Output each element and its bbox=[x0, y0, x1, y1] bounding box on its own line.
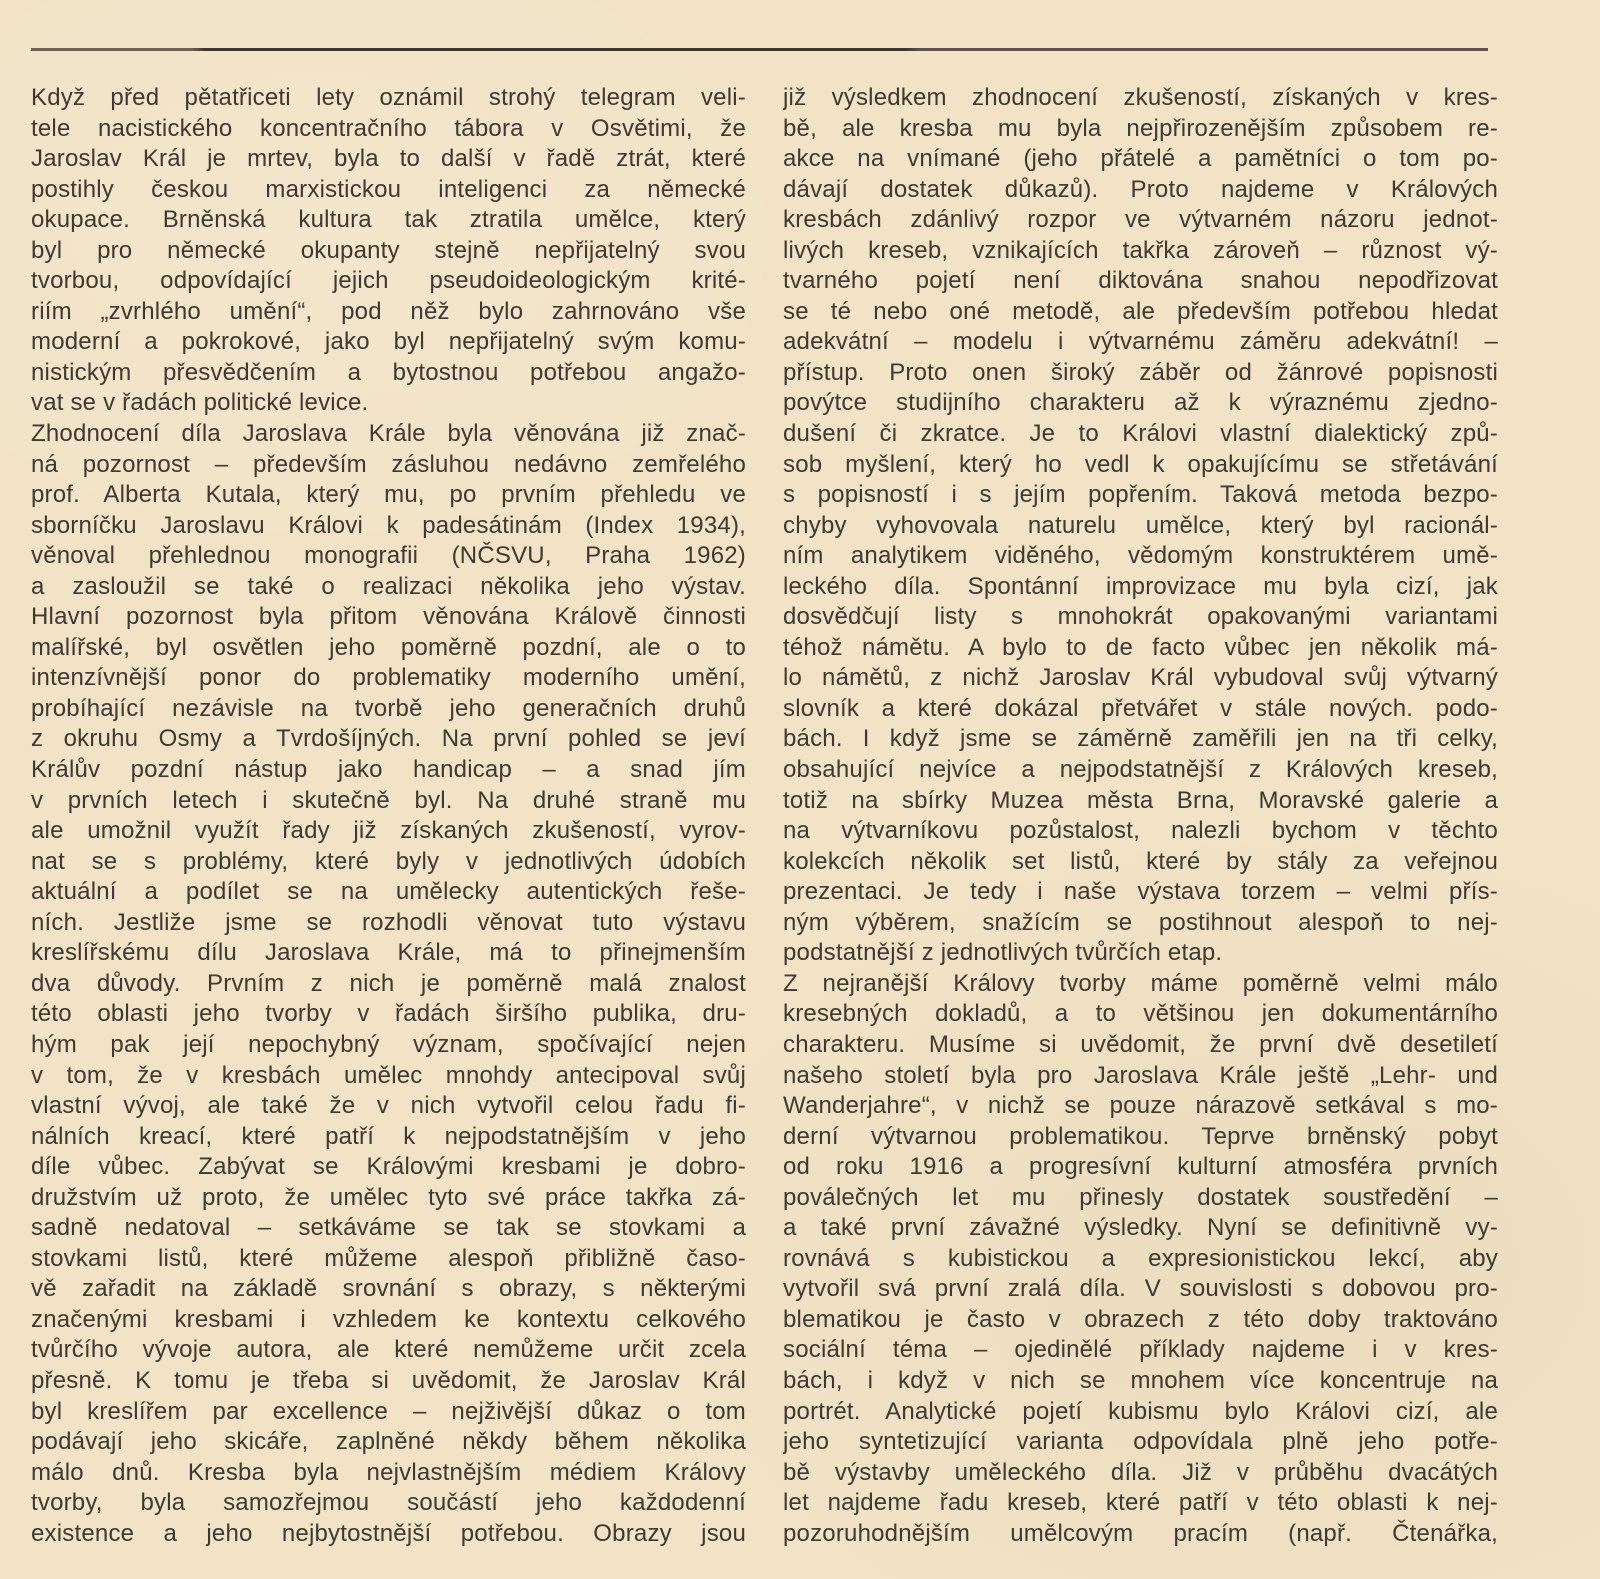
text-line: byl pro německé okupanty stejně nepřijatelný svou bbox=[31, 236, 746, 264]
text-line: sadně nedatoval – setkáváme se tak se stovkami a bbox=[31, 1214, 746, 1242]
text-line: chyby vyhovovala naturelu umělce, který byl racionál- bbox=[783, 511, 1498, 539]
text-line: ale umožnil využít řady již získaných zkušeností, vyrov- bbox=[31, 817, 746, 845]
text-line: derní výtvarnou problematikou. Teprve brněnský pobyt bbox=[783, 1122, 1498, 1150]
text-line: kreslířskému dílu Jaroslava Krále, má to přinejmenším bbox=[31, 939, 746, 967]
text-line: povýtce studijního charakteru až k výraznému zjedno- bbox=[783, 389, 1498, 417]
text-line: let najdeme řadu kreseb, které patří v této oblasti k nej- bbox=[783, 1489, 1498, 1517]
text-line: blematikou je často v obrazech z této doby traktováno bbox=[783, 1305, 1498, 1333]
text-line: jeho syntetizující varianta odpovídala plně jeho potře- bbox=[783, 1428, 1498, 1456]
text-line: poválečných let mu přinesly dostatek soustředění – bbox=[783, 1183, 1498, 1211]
text-line: v tom, že v kresbách umělec mnohdy antecipoval svůj bbox=[31, 1061, 746, 1089]
text-line: na výtvarníkovu pozůstalost, nalezli bychom v těchto bbox=[783, 817, 1498, 845]
paragraph bbox=[31, 83, 746, 419]
text-line: dosvědčují listy s mnohokrát opakovanými variantami bbox=[783, 603, 1498, 631]
text-line: kresebných dokladů, a to většinou jen dokumentárního bbox=[783, 1000, 1498, 1028]
text-line: hým pak její nepochybný význam, spočívající nejen bbox=[31, 1030, 746, 1058]
text-line: moderní a pokrokové, jako byl nepřijatelný svým komu- bbox=[31, 328, 746, 356]
text-line: sob myšlení, který ho vedl k opakujícímu se střetávání bbox=[783, 450, 1498, 478]
text-line: téhož námětu. A bylo to de facto vůbec jen několik má- bbox=[783, 633, 1498, 661]
text-line: s popisností i s jejím popřením. Taková metoda bezpo- bbox=[783, 481, 1498, 509]
text-line: malířské, byl osvětlen jeho poměrně pozdní, ale o to bbox=[31, 633, 746, 661]
text-line: totiž na sbírky Muzea města Brna, Moravské galerie a bbox=[783, 786, 1498, 814]
text-line: ným výběrem, snažícím se postihnout alespoň to nej- bbox=[783, 908, 1498, 936]
text-line: kolekcích několik set listů, které by stály za veřejnou bbox=[783, 847, 1498, 875]
text-line: Králův pozdní nástup jako handicap – a snad jím bbox=[31, 756, 746, 784]
text-line: bě výstavby uměleckého díla. Již v průběhu dvacátých bbox=[783, 1458, 1498, 1486]
text-line: Wanderjahre“, v nichž se pouze nárazově setkával s mo- bbox=[783, 1092, 1498, 1120]
text-line: a zasloužil se také o realizaci několika jeho výstav. bbox=[31, 572, 746, 600]
text-line: postihly českou marxistickou inteligenci za německé bbox=[31, 175, 746, 203]
column-right bbox=[783, 83, 1498, 1549]
text-line: lo námětů, z nichž Jaroslav Král vybudoval svůj výtvarný bbox=[783, 664, 1498, 692]
text-line: našeho století byla pro Jaroslava Krále ještě „Lehr- und bbox=[783, 1061, 1498, 1089]
text-line: leckého díla. Spontánní improvizace mu byla cizí, jak bbox=[783, 572, 1498, 600]
text-line: nat se s problémy, které byly v jednotlivých údobích bbox=[31, 847, 746, 875]
text-line: družstvím už proto, že umělec tyto své práce takřka zá- bbox=[31, 1183, 746, 1211]
text-line: věnoval přehlednou monografii (NČSVU, Praha 1962) bbox=[31, 542, 746, 570]
text-line: tvarného pojetí není diktována snahou nepodřizovat bbox=[783, 267, 1498, 295]
text-line: dva důvody. Prvním z nich je poměrně malá znalost bbox=[31, 969, 746, 997]
text-line: a také první závažné výsledky. Nyní se definitivně vy- bbox=[783, 1214, 1498, 1242]
text-line: ních. Jestliže jsme se rozhodli věnovat tuto výstavu bbox=[31, 908, 746, 936]
text-line: prezentaci. Je tedy i naše výstava torzem – velmi přís- bbox=[783, 878, 1498, 906]
text-line: této oblasti jeho tvorby v řadách širšího publika, dru- bbox=[31, 1000, 746, 1028]
text-line: aktuální a podílet se na umělecky autentických řeše- bbox=[31, 878, 746, 906]
paragraph bbox=[783, 969, 1498, 1549]
text-line: vytvořil svá první zralá díla. V souvislosti s dobovou pro- bbox=[783, 1275, 1498, 1303]
text-line: Hlavní pozornost byla přitom věnována Králově činnosti bbox=[31, 603, 746, 631]
text-line: rovnává s kubistickou a expresionistickou lekcí, aby bbox=[783, 1244, 1498, 1272]
text-line: v prvních letech i skutečně byl. Na druhé straně mu bbox=[31, 786, 746, 814]
text-line: livých kreseb, vznikajících takřka zároveň – různost vý- bbox=[783, 236, 1498, 264]
top-rule bbox=[31, 48, 1488, 51]
text-line: sociální téma – ojedinělé příklady najdeme i v kres- bbox=[783, 1336, 1498, 1364]
text-line: nistickým přesvědčením a bytostnou potřebou angažo- bbox=[31, 358, 746, 386]
text-line: adekvátní – modelu i výtvarnému záměru adekvátní! – bbox=[783, 328, 1498, 356]
text-line: vlastní vývoj, ale také že v nich vytvořil celou řadu fi- bbox=[31, 1092, 746, 1120]
text-line: stovkami listů, které můžeme alespoň přibližně časo- bbox=[31, 1244, 746, 1272]
text-line: značenými kresbami i vzhledem ke kontextu celkového bbox=[31, 1305, 746, 1333]
text-line: bách. I když jsme se záměrně zaměřili jen na tři celky, bbox=[783, 725, 1498, 753]
text-line: probíhající nezávisle na tvorbě jeho generačních druhů bbox=[31, 694, 746, 722]
text-line: slovník a které dokázal přetvářet v stále nových. podo- bbox=[783, 694, 1498, 722]
text-line: přístup. Proto onen široký záběr od žánrové popisnosti bbox=[783, 358, 1498, 386]
text-line: existence a jeho nejbytostnější potřebou. Obrazy jsou bbox=[31, 1519, 746, 1547]
text-line: málo dnů. Kresba byla nejvlastnějším médiem Královy bbox=[31, 1458, 746, 1486]
text-line: ním analytikem viděného, vědomým konstruktérem umě- bbox=[783, 542, 1498, 570]
text-line: od roku 1916 a progresívní kulturní atmosféra prvních bbox=[783, 1153, 1498, 1181]
text-line: akce na vnímané (jeho přátelé a pamětníci o tom po- bbox=[783, 145, 1498, 173]
text-line: dušení či zkratce. Je to Královi vlastní dialektický způ- bbox=[783, 420, 1498, 448]
paragraph bbox=[31, 419, 746, 1549]
text-line: Z nejranější Královy tvorby máme poměrně velmi málo bbox=[783, 969, 1498, 997]
text-line: prof. Alberta Kutala, který mu, po prvním přehledu ve bbox=[31, 481, 746, 509]
text-line: okupace. Brněnská kultura tak ztratila umělce, který bbox=[31, 206, 746, 234]
text-line: tvorby, byla samozřejmou součástí jeho každodenní bbox=[31, 1489, 746, 1517]
text-line: nálních kreací, které patří k nejpodstatnějším v jeho bbox=[31, 1122, 746, 1150]
text-line: charakteru. Musíme si uvědomit, že první dvě desetiletí bbox=[783, 1030, 1498, 1058]
text-line: Když před pětatřiceti lety oznámil strohý telegram veli- bbox=[31, 84, 746, 111]
text-line: bách, i když v nich se mnohem více koncentruje na bbox=[783, 1366, 1498, 1394]
text-line: obsahující nejvíce a nejpodstatnější z Králových kreseb, bbox=[783, 756, 1498, 784]
text-line: přesně. K tomu je třeba si uvědomit, že Jaroslav Král bbox=[31, 1366, 746, 1394]
column-left bbox=[31, 83, 746, 1549]
text-line: intenzívnější ponor do problematiky moderního umění, bbox=[31, 664, 746, 692]
text-line: podstatnější z jednotlivých tvůrčích etap. bbox=[783, 939, 1223, 967]
text-line: podávají jeho skicáře, zaplněné někdy během několika bbox=[31, 1428, 746, 1456]
text-line: díle vůbec. Zabývat se Královými kresbami je dobro- bbox=[31, 1153, 746, 1181]
text-line: tvůrčího vývoje autora, ale které nemůžeme určit zcela bbox=[31, 1336, 746, 1364]
text-line: sborníčku Jaroslavu Královi k padesátinám (Index 1934), bbox=[31, 511, 746, 539]
text-line: tvorbou, odpovídající jejich pseudoideologickým krité- bbox=[31, 267, 746, 295]
text-columns bbox=[31, 83, 1498, 1549]
text-line: portrét. Analytické pojetí kubismu bylo Královi cizí, ale bbox=[783, 1397, 1498, 1425]
text-line: Jaroslav Král je mrtev, byla to další v řadě ztrát, které bbox=[31, 145, 746, 173]
text-line: bě, ale kresba mu byla nejpřirozenějším způsobem re- bbox=[783, 114, 1498, 142]
text-line: z okruhu Osmy a Tvrdošíjných. Na první pohled se jeví bbox=[31, 725, 746, 753]
text-line: ná pozornost – především zásluhou nedávno zemřelého bbox=[31, 450, 746, 478]
text-line: vat se v řadách politické levice. bbox=[31, 389, 369, 417]
text-line: pozoruhodnějším umělcovým pracím (např. Čtenářka, bbox=[783, 1519, 1498, 1547]
text-line: byl kreslířem par excellence – nejživější důkaz o tom bbox=[31, 1397, 746, 1425]
text-line: Zhodnocení díla Jaroslava Krále byla věnována již znač- bbox=[31, 420, 746, 448]
text-line: dávají dostatek důkazů). Proto najdeme v Králových bbox=[783, 175, 1498, 203]
paragraph bbox=[783, 83, 1498, 969]
text-line: se té nebo oné metodě, ale především potřebou hledat bbox=[783, 297, 1498, 325]
text-line: vě zařadit na základě srovnání s obrazy, s některými bbox=[31, 1275, 746, 1303]
text-line: kresbách zdánlivý rozpor ve výtvarném názoru jednot- bbox=[783, 206, 1498, 234]
text-line: riím „zvrhlého umění“, pod něž bylo zahrnováno vše bbox=[31, 297, 746, 325]
text-line: tele nacistického koncentračního tábora v Osvětimi, že bbox=[31, 114, 746, 142]
text-line: již výsledkem zhodnocení zkušeností, získaných v kres- bbox=[783, 84, 1498, 111]
